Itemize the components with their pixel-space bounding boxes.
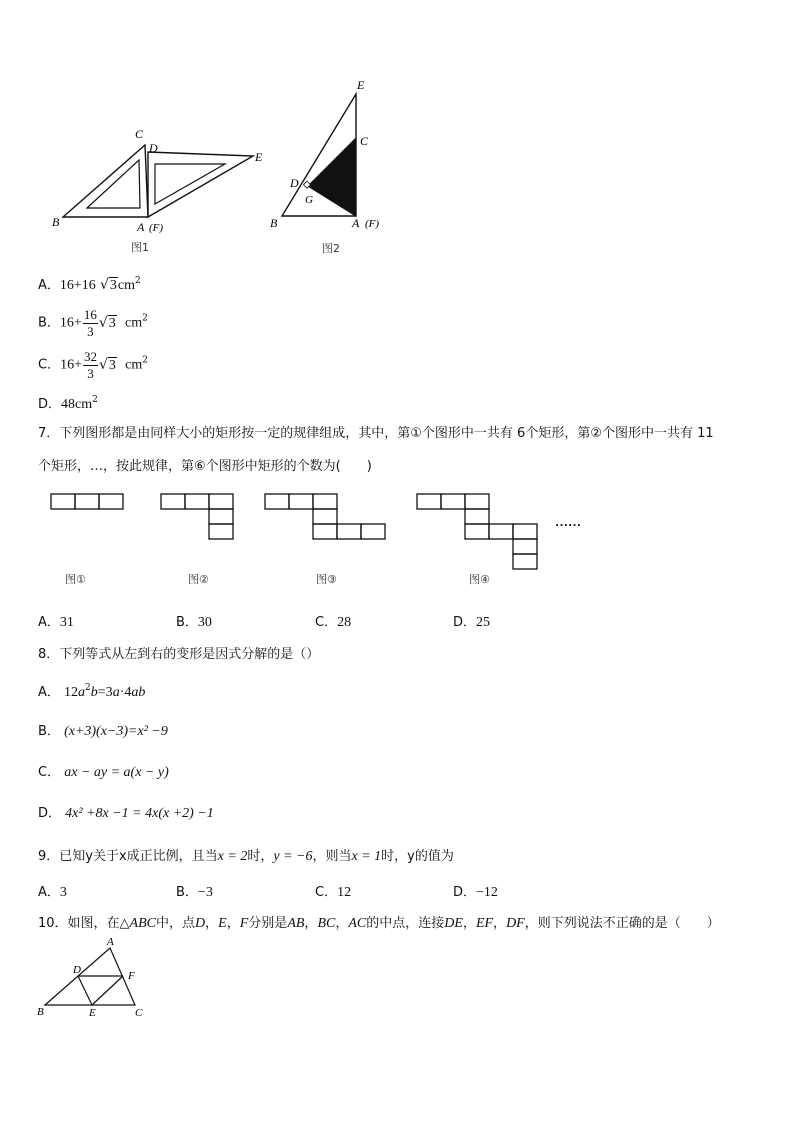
q9-option-c: C．12	[315, 885, 352, 900]
fig1-label-e: E	[255, 150, 263, 164]
q7-option-a: A．31	[38, 615, 74, 630]
q6-option-c: C．16+ $\frac{32}{3}$ √3 $cm^2$	[38, 349, 149, 381]
q9-stem: 9．已知y关于x成正比例，且当x = 2时，y = −6，则当x = 1时，y的值为	[38, 849, 454, 864]
q8-option-a: A． $12a^2b=3a\cdot 4ab$	[38, 683, 146, 700]
q6-option-b: B．16+ $\frac{16}{3}$ √3 $cm^2$	[38, 307, 148, 339]
q9-option-d: D．−12	[453, 885, 498, 900]
q7-stem-line1: 7．下列图形都是由同样大小的矩形按一定的规律组成，其中，第①个图形中一共有 6个矩形，第②个图形中一共有 11	[38, 426, 714, 441]
q7-caption-4: 图④	[469, 573, 490, 586]
q7-option-c: C．28	[315, 615, 352, 630]
q8-option-d: D． 4x² +8x −1 = 4x(x +2) −1	[38, 806, 214, 821]
q7-stem-line2: 个矩形，…，按此规律，第⑥个图形中矩形的个数为( )	[38, 459, 372, 474]
q8-option-c: C． ax − ay = a(x − y)	[38, 765, 169, 780]
fig1-label-a: A	[137, 220, 145, 234]
q10-label-a: A	[107, 936, 114, 948]
q10-figure	[30, 935, 160, 1025]
q6-option-d: D．$48cm^2$	[38, 395, 98, 412]
q7-figures	[45, 488, 605, 598]
fig1-label-c: C	[135, 127, 144, 141]
fig2-label-e: E	[357, 78, 365, 92]
fig1-label-f: (F)	[149, 222, 164, 234]
fig2-label-a: A	[352, 216, 360, 230]
fig1-label-d: D	[149, 141, 158, 155]
fig2-caption: 图2	[322, 242, 340, 255]
fig2-label-c: C	[360, 134, 369, 148]
fig2-label-f: (F)	[365, 218, 380, 230]
fig2-label-d: D	[290, 176, 299, 190]
q7-dots: ……	[555, 514, 581, 529]
q7-caption-2: 图②	[188, 573, 209, 586]
q7-option-d: D．25	[453, 615, 491, 630]
q6-figure-1	[45, 120, 275, 260]
q8-option-b: B． (x+3)(x−3)=x² −9	[38, 724, 168, 739]
fig2-label-b: B	[270, 216, 278, 230]
q10-label-c: C	[135, 1007, 143, 1019]
q9-option-b: B．−3	[176, 885, 213, 900]
q10-label-d: D	[73, 964, 81, 976]
q10-label-f: F	[128, 970, 135, 982]
q7-caption-3: 图③	[316, 573, 337, 586]
fig2-label-g: G	[305, 194, 313, 206]
q7-option-b: B．30	[176, 615, 212, 630]
q10-label-b: B	[37, 1006, 44, 1018]
q10-stem: 10．如图，在△ABC中，点D，E，F分别是AB，BC，AC的中点，连接DE，EF，DF，则下列说法不正确的是（ ）	[38, 916, 720, 931]
q7-caption-1: 图①	[65, 573, 86, 586]
fig1-label-b: B	[52, 215, 60, 229]
q10-label-e: E	[89, 1007, 96, 1019]
q8-stem: 8．下列等式从左到右的变形是因式分解的是（）	[38, 647, 320, 662]
q6-figure-2	[262, 75, 392, 260]
q6-option-a: A．16+16 $√3cm^2$	[38, 276, 141, 293]
fig1-caption: 图1	[131, 241, 149, 254]
q9-option-a: A．3	[38, 885, 67, 900]
